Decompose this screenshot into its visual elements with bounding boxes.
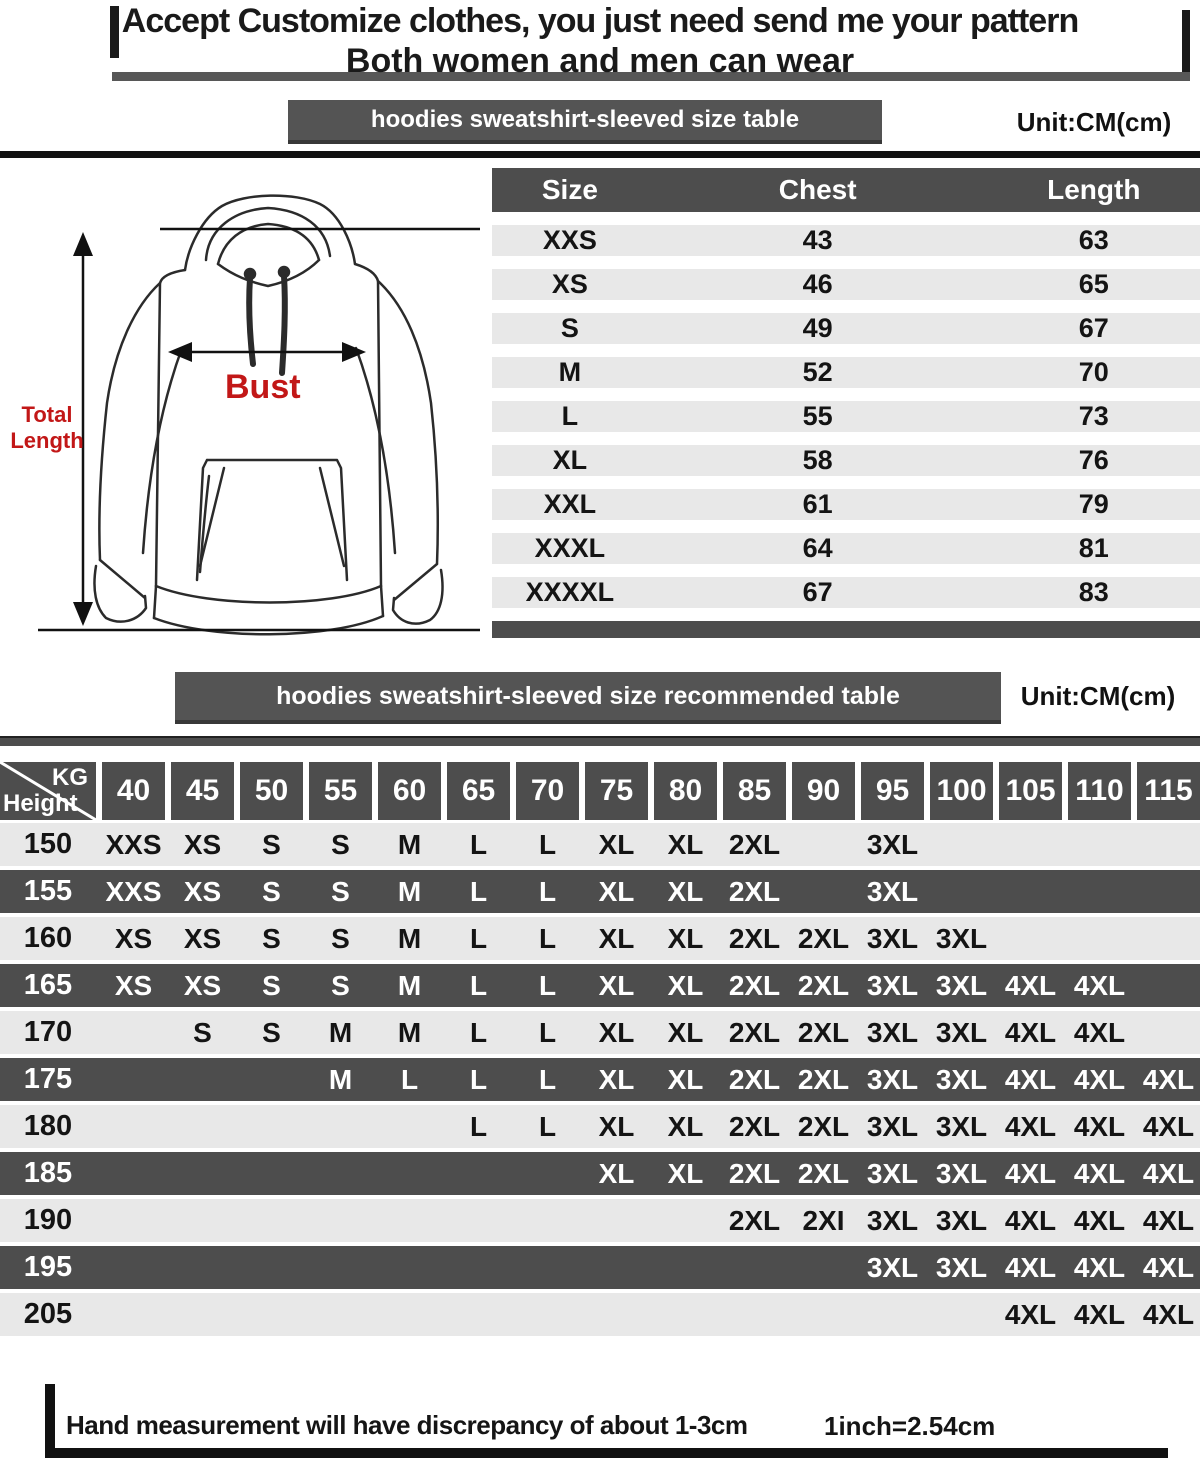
size-value-cell: XL [667, 1110, 704, 1142]
size-value-cell: XXS [105, 875, 162, 907]
size-value-cell: 4XL [1142, 1251, 1195, 1283]
size-value-cell: XS [114, 969, 153, 1001]
corner-cell-kg-height [0, 762, 96, 820]
height-label: 195 [23, 1251, 73, 1283]
size-value-cell: 3XL [935, 1110, 988, 1142]
size-value-cell: 3XL [866, 828, 919, 860]
size-value-cell: XL [667, 922, 704, 954]
size-value-cell: XL [598, 1110, 635, 1142]
size-cell-length: 63 [1078, 225, 1109, 255]
weight-header-cell: 105 [999, 762, 1062, 820]
recommended-row-180 [0, 1105, 1200, 1148]
size-value-cell: 2XL [728, 1157, 781, 1189]
size-value-cell: 4XL [1004, 1157, 1057, 1189]
size-value-cell: 2XL [797, 1016, 850, 1048]
size-value-cell: 4XL [1073, 1110, 1126, 1142]
size-value-cell: S [331, 922, 350, 954]
header-line2: Both women and men can wear [345, 42, 855, 80]
size-value-cell: 4XL [1073, 1251, 1126, 1283]
size-cell-chest: 43 [802, 225, 833, 255]
size-value-cell: L [538, 828, 557, 860]
recommended-table-unit-label: Unit:CM(cm) [1020, 681, 1176, 711]
size-value-cell: 2XL [797, 1157, 850, 1189]
size-value-cell: 4XL [1004, 1063, 1057, 1095]
size-cell-length: 81 [1078, 533, 1109, 563]
size-value-cell: XL [598, 1063, 635, 1095]
size-value-cell: XL [667, 969, 704, 1001]
size-cell-size: XXL [543, 489, 597, 519]
size-table-title-bar: hoodies sweatshirt-sleeved size table [288, 100, 882, 144]
weight-header-cell: 50 [240, 762, 303, 820]
size-value-cell: 3XL [935, 1157, 988, 1189]
size-cell-length: 67 [1078, 313, 1109, 343]
size-value-cell: M [397, 969, 422, 1001]
size-value-cell: 3XL [935, 1063, 988, 1095]
size-value-cell: M [397, 922, 422, 954]
size-value-cell: 3XL [866, 969, 919, 1001]
size-value-cell: L [469, 1016, 488, 1048]
size-table-row [492, 533, 1200, 564]
weight-header-cell: 90 [792, 762, 855, 820]
size-cell-length: 70 [1078, 357, 1109, 387]
weight-header-cell: 40 [102, 762, 165, 820]
weight-header-cell: 115 [1137, 762, 1200, 820]
size-value-cell: 4XL [1004, 1204, 1057, 1236]
size-table-row [492, 313, 1200, 344]
size-cell-chest: 46 [802, 269, 833, 299]
size-cell-chest: 64 [802, 533, 833, 563]
size-value-cell: 2XL [797, 969, 850, 1001]
recommended-row-155 [0, 870, 1200, 913]
size-value-cell: M [328, 1063, 353, 1095]
size-value-cell: 4XL [1073, 969, 1126, 1001]
size-value-cell: L [538, 922, 557, 954]
recommended-section-divider [0, 736, 1200, 746]
size-value-cell: L [538, 969, 557, 1001]
height-label: 160 [23, 922, 73, 954]
size-value-cell: 4XL [1073, 1016, 1126, 1048]
size-value-cell: 3XL [866, 1063, 919, 1095]
size-value-cell: L [469, 969, 488, 1001]
size-value-cell: XL [667, 875, 704, 907]
weight-header-cell: 65 [447, 762, 510, 820]
height-label: 185 [23, 1157, 73, 1189]
section-divider-line [0, 151, 1200, 158]
recommended-row-160 [0, 917, 1200, 960]
size-value-cell: 4XL [1073, 1063, 1126, 1095]
size-value-cell: S [331, 828, 350, 860]
column-header-chest: Chest [778, 174, 857, 205]
size-value-cell: L [400, 1063, 419, 1095]
size-table-body [492, 225, 1200, 608]
size-value-cell: S [262, 1016, 281, 1048]
size-value-cell: S [331, 969, 350, 1001]
size-value-cell: 4XL [1142, 1157, 1195, 1189]
height-label: 180 [23, 1110, 73, 1142]
size-cell-size: XXXL [534, 533, 606, 563]
footer-note: Hand measurement will have discrepancy of about 1-3cm [66, 1410, 748, 1440]
size-table-header [492, 168, 1200, 212]
size-cell-size: XS [551, 269, 588, 299]
size-value-cell: L [538, 1016, 557, 1048]
footer-frame-bottom-bar [45, 1448, 1168, 1458]
size-value-cell: L [538, 875, 557, 907]
size-value-cell: XL [598, 1016, 635, 1048]
size-value-cell: XL [598, 875, 635, 907]
size-value-cell: 2XL [728, 1204, 781, 1236]
size-value-cell: XL [598, 1157, 635, 1189]
size-value-cell: 4XL [1142, 1204, 1195, 1236]
recommended-table [0, 762, 1200, 1340]
size-value-cell: 4XL [1142, 1298, 1195, 1330]
size-value-cell: L [469, 922, 488, 954]
recommended-row-165 [0, 964, 1200, 1007]
size-table-bottom-bar [492, 621, 1200, 638]
size-value-cell: L [538, 1063, 557, 1095]
size-value-cell: 3XL [935, 922, 988, 954]
size-value-cell: 3XL [935, 969, 988, 1001]
weight-header-cells [102, 762, 1200, 820]
height-label: 165 [23, 969, 73, 1001]
size-cell-length: 76 [1078, 445, 1109, 475]
size-value-cell: L [469, 875, 488, 907]
size-table-row [492, 489, 1200, 520]
size-value-cell: 3XL [866, 922, 919, 954]
size-value-cell: S [331, 875, 350, 907]
size-cell-length: 65 [1078, 269, 1109, 299]
size-value-cell: L [469, 1063, 488, 1095]
size-value-cell: 2XL [728, 1110, 781, 1142]
size-value-cell: XL [667, 1016, 704, 1048]
weight-header-cell: 80 [654, 762, 717, 820]
size-value-cell: 4XL [1004, 1110, 1057, 1142]
size-table-row [492, 269, 1200, 300]
size-value-cell: 3XL [866, 875, 919, 907]
size-value-cell: XL [598, 969, 635, 1001]
height-label: 155 [23, 875, 73, 907]
size-value-cell: XL [667, 828, 704, 860]
size-value-cell: L [469, 1110, 488, 1142]
size-value-cell: 4XL [1073, 1298, 1126, 1330]
recommended-table-title-bar: hoodies sweatshirt-sleeved size recommended table [175, 672, 1001, 724]
size-cell-chest: 58 [802, 445, 833, 475]
size-value-cell: 4XL [1004, 1251, 1057, 1283]
height-label: 190 [23, 1204, 73, 1236]
size-value-cell: 3XL [866, 1110, 919, 1142]
weight-header-cell: 70 [516, 762, 579, 820]
size-value-cell: XS [114, 922, 153, 954]
size-value-cell: S [262, 875, 281, 907]
size-value-cell: XS [183, 828, 222, 860]
weight-header-cell: 100 [930, 762, 993, 820]
size-value-cell: 3XL [866, 1157, 919, 1189]
height-label: 205 [23, 1298, 73, 1330]
size-value-cell: 2XL [728, 969, 781, 1001]
size-value-cell: 4XL [1142, 1110, 1195, 1142]
size-cell-size: M [558, 357, 582, 387]
size-value-cell: 2XL [797, 1063, 850, 1095]
size-cell-chest: 55 [802, 401, 833, 431]
size-value-cell: M [397, 1016, 422, 1048]
size-cell-size: XXXXL [525, 577, 615, 607]
size-table-row [492, 401, 1200, 432]
size-value-cell: 4XL [1142, 1063, 1195, 1095]
footer-conversion: 1inch=2.54cm [824, 1411, 996, 1441]
size-value-cell: M [328, 1016, 353, 1048]
size-value-cell: 3XL [935, 1251, 988, 1283]
size-value-cell: 4XL [1004, 1016, 1057, 1048]
total-length-label: Total Length [10, 402, 84, 453]
size-value-cell: XS [183, 922, 222, 954]
size-cell-length: 73 [1078, 401, 1109, 431]
size-value-cell: XL [667, 1157, 704, 1189]
size-cell-chest: 67 [802, 577, 833, 607]
size-value-cell: S [262, 922, 281, 954]
size-cell-size: XL [552, 445, 588, 475]
bust-label: Bust [225, 368, 301, 406]
column-header-length: Length [1047, 174, 1141, 205]
size-cell-chest: 61 [802, 489, 833, 519]
size-value-cell: S [193, 1016, 212, 1048]
size-value-cell: XS [183, 875, 222, 907]
size-value-cell: 4XL [1073, 1157, 1126, 1189]
weight-header-cell: 95 [861, 762, 924, 820]
recommended-row-205 [0, 1293, 1200, 1336]
size-value-cell: XL [598, 828, 635, 860]
size-value-cell: 2XL [728, 922, 781, 954]
size-value-cell: M [397, 875, 422, 907]
size-value-cell: 2XL [728, 828, 781, 860]
recommended-row-170 [0, 1011, 1200, 1054]
recommended-row-195 [0, 1246, 1200, 1289]
size-cell-chest: 49 [802, 313, 833, 343]
size-cell-size: XXS [542, 225, 597, 255]
size-value-cell: 4XL [1004, 1298, 1057, 1330]
size-value-cell: 4XL [1073, 1204, 1126, 1236]
size-value-cell: 3XL [935, 1016, 988, 1048]
size-value-cell: 2XI [802, 1204, 845, 1236]
size-cell-size: S [560, 313, 579, 343]
size-table-row [492, 445, 1200, 476]
height-label: 150 [23, 828, 73, 860]
size-table [492, 168, 1200, 638]
height-label: 170 [23, 1016, 73, 1048]
size-value-cell: 3XL [866, 1204, 919, 1236]
weight-header-cell: 110 [1068, 762, 1131, 820]
size-table-row [492, 577, 1200, 608]
recommended-row-190 [0, 1199, 1200, 1242]
size-cell-size: L [561, 401, 579, 431]
recommended-table-header [0, 762, 1200, 820]
size-value-cell: M [397, 828, 422, 860]
size-value-cell: L [469, 828, 488, 860]
height-label: 175 [23, 1063, 73, 1095]
recommended-row-175 [0, 1058, 1200, 1101]
size-value-cell: XXS [105, 828, 162, 860]
column-header-size: Size [541, 174, 598, 205]
size-value-cell: XL [667, 1063, 704, 1095]
size-value-cell: 3XL [866, 1251, 919, 1283]
size-value-cell: 3XL [935, 1204, 988, 1236]
size-value-cell: S [262, 969, 281, 1001]
size-table-row [492, 357, 1200, 388]
weight-header-cell: 85 [723, 762, 786, 820]
size-value-cell: 4XL [1004, 969, 1057, 1001]
size-value-cell: 3XL [866, 1016, 919, 1048]
size-table-row [492, 225, 1200, 256]
weight-header-cell: 60 [378, 762, 441, 820]
size-value-cell: 2XL [728, 875, 781, 907]
weight-header-cell: 55 [309, 762, 372, 820]
size-value-cell: 2XL [797, 922, 850, 954]
size-cell-length: 79 [1078, 489, 1109, 519]
size-value-cell: XS [183, 969, 222, 1001]
header-line1: Accept Customize clothes, you just need send me your pattern [121, 2, 1079, 40]
size-value-cell: 2XL [797, 1110, 850, 1142]
size-value-cell: L [538, 1110, 557, 1142]
size-cell-length: 83 [1078, 577, 1109, 607]
footer-frame-left-bar [45, 1384, 55, 1458]
weight-header-cell: 75 [585, 762, 648, 820]
size-cell-chest: 52 [802, 357, 833, 387]
recommended-table-body [0, 823, 1200, 1336]
recommended-row-185 [0, 1152, 1200, 1195]
size-value-cell: 2XL [728, 1063, 781, 1095]
size-table-unit-label: Unit:CM(cm) [1016, 107, 1172, 137]
weight-header-cell: 45 [171, 762, 234, 820]
corner-height-label: Height [3, 790, 78, 817]
size-value-cell: XL [598, 922, 635, 954]
corner-kg-label: KG [52, 764, 88, 791]
size-value-cell: 2XL [728, 1016, 781, 1048]
size-value-cell: S [262, 828, 281, 860]
recommended-row-150 [0, 823, 1200, 866]
